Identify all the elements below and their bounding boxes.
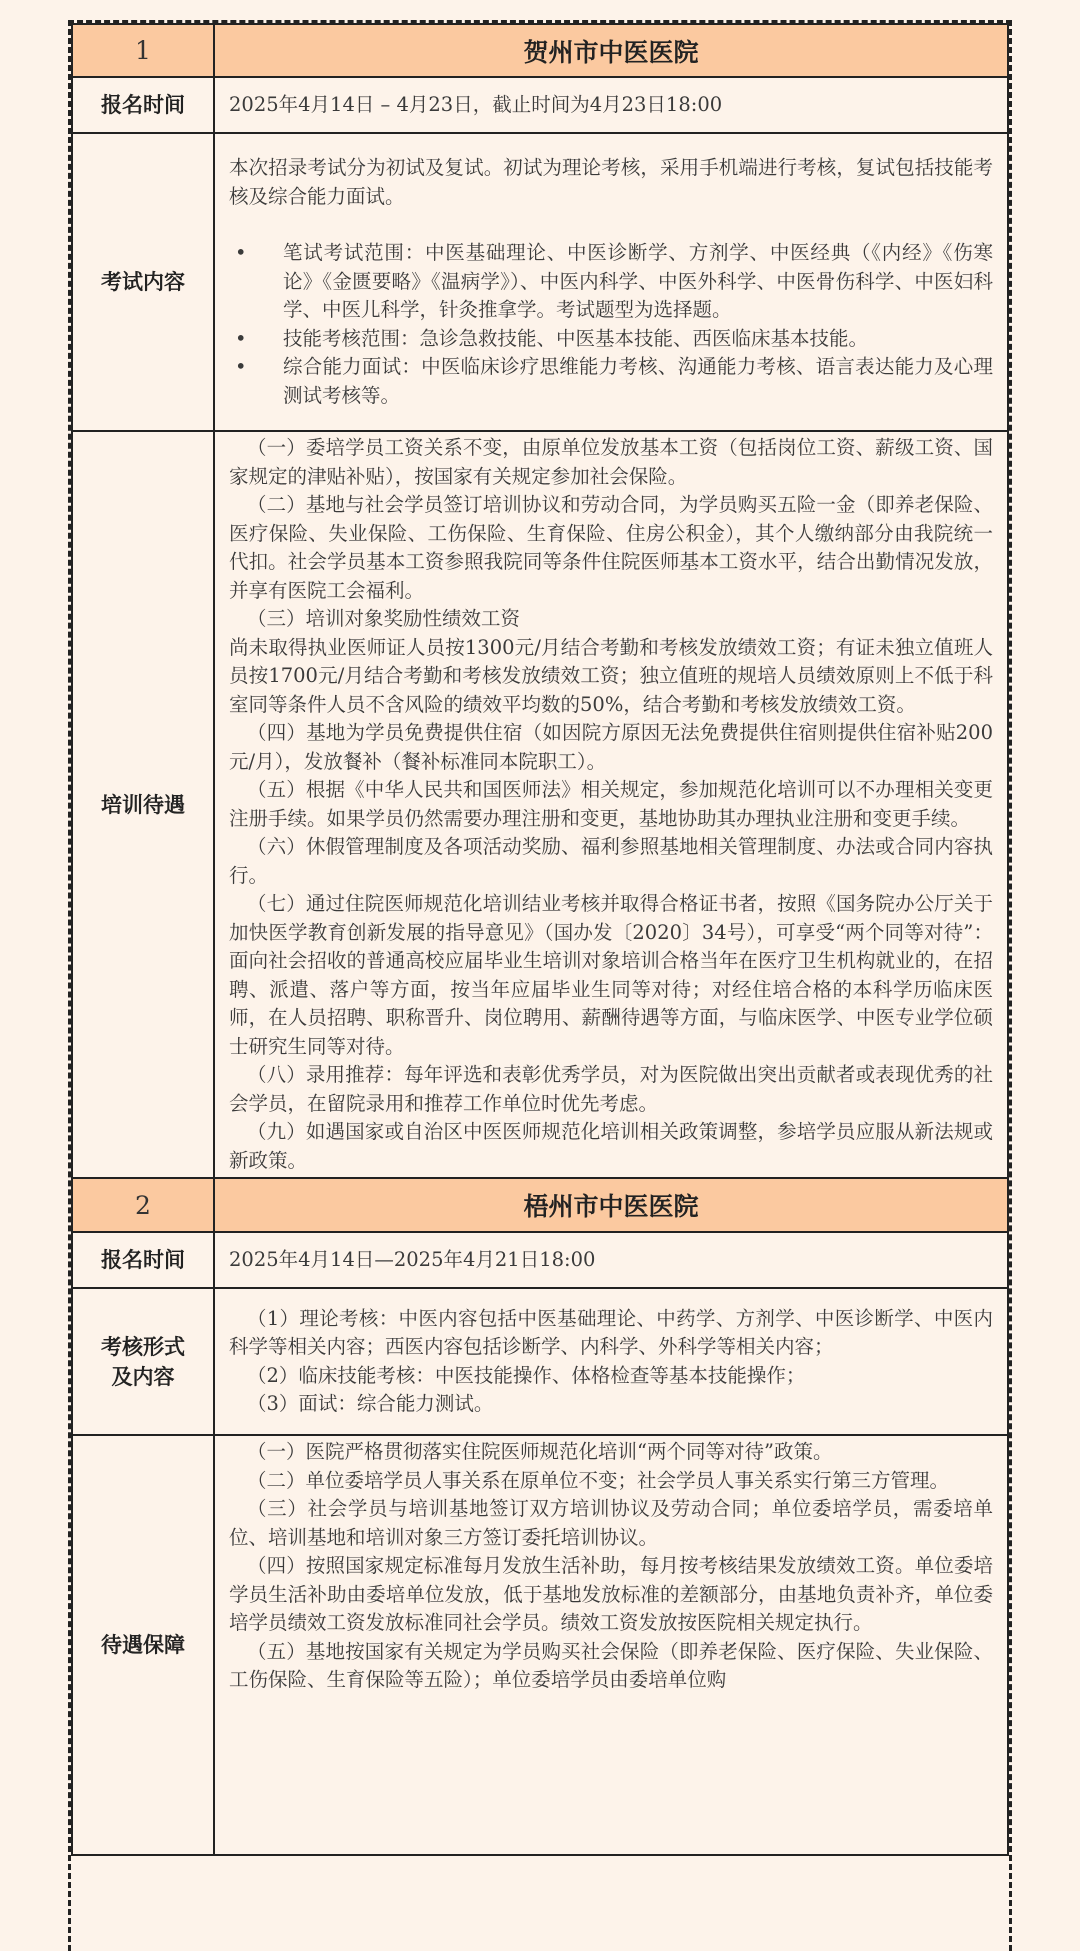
training-benefits-cell [214,431,1008,1178]
benefit-item: （二）单位委培学员人事关系在原单位不变；社会学员人事关系实行第三方管理。 [247,1468,950,1492]
benefit-item: （二）基地与社会学员签订培训协议和劳动合同，为学员购买五险一金（即养老保险、医疗保险、失业保险、工伤保险、生育保险、住房公积金），其个人缴纳部分由我院统一代扣。社会学员基本工资参照我院同等条件住院医师基本工资水平，结合出勤情况发放，并享有医院工会福利。 [229,493,993,602]
list-item: • 综合能力面试：中医临床诊疗思维能力考核、沟通能力考核、语言表达能力及心理测试考核等。 [235,355,993,407]
exam-bullet-list [229,239,993,410]
hospital-name: 梧州市中医医院 [214,1178,1008,1232]
benefit-item: （三）社会学员与培训基地签订双方培训协议及劳动合同；单位委培学员，需委培单位、培训基地和培训对象三方签订委托培训协议。 [229,1497,993,1549]
training-benefits-label: 培训待遇 [72,431,214,1178]
benefit-item: （四）基地为学员免费提供住宿（如因院方原因无法免费提供住宿则提供住宿补贴200元/月），发放餐补（餐补标准同本院职工）。 [229,721,993,773]
benefit-item: （五）基地按国家有关规定为学员购买社会保险（即养老保险、医疗保险、失业保险、工伤保险、生育保险等五险）；单位委培学员由委培单位购 [229,1639,993,1691]
exam-format-label: 考核形式 及内容 [72,1288,214,1435]
registration-time: 2025年4月14日 – 4月23日，截止时间为4月23日18:00 [214,77,1008,133]
hospital-name: 贺州市中医医院 [214,24,1008,77]
benefit-item: （九）如遇国家或自治区中医医师规范化培训相关政策调整，参培学员应服从新法规或新政策。 [229,1120,993,1172]
hospital-number: 2 [72,1178,214,1232]
exam-item: （2）临床技能考核：中医技能操作、体格检查等基本技能操作； [247,1363,806,1387]
benefit-item: （六）休假管理制度及各项活动奖励、福利参照基地相关管理制度、办法或合同内容执行。 [229,835,993,887]
list-item: • 技能考核范围：急诊急救技能、中医基本技能、西医临床基本技能。 [229,325,993,354]
hospital-header-row [72,24,1008,77]
exam-item: （3）面试：综合能力测试。 [247,1392,494,1415]
exam-intro: 本次招录考试分为初试及复试。初试为理论考核，采用手机端进行考核，复试包括技能考核及综合能力面试。 [229,156,993,208]
exam-format-cell [214,1288,1008,1435]
benefit-item: 尚未取得执业医师证人员按1300元/月结合考勤和考核发放绩效工资；有证未独立值班人员按1700元/月结合考勤和考核发放绩效工资；独立值班的规培人员绩效原则上不低于科室同等条件人员不含风险的绩效平均数的50%，结合考勤和考核发放绩效工资。 [229,635,993,716]
benefit-item: （七）通过住院医师规范化培训结业考核并取得合格证书者，按照《国务院办公厅关于加快医学教育创新发展的指导意见》（国办发〔2020〕34号），可享受“两个同等对待”：面向社会招收的普通高校应届毕业生培训对象培训合格当年在医疗卫生机构就业的，在招聘、派遣、落户等方面，按当年应届毕业生同等对待；对经住培合格的本科学历临床医师，在人员招聘、职称晋升、岗位聘用、薪酬待遇等方面，与临床医学、中医专业学位硕士研究生同等对待。 [229,892,993,1058]
bullet-icon: • [235,326,247,350]
benefit-item: （三）培训对象奖励性绩效工资 [247,607,521,630]
list-item: • 笔试考试范围：中医基础理论、中医诊断学、方剂学、中医经典（《内经》《伤寒论》《金匮要略》《温病学》）、中医内科学、中医外科学、中医骨伤科学、中医妇科学、中医儿科学，针灸推拿学。考试题型为选择题。 [235,241,993,321]
exam-content-label: 考试内容 [72,133,214,431]
hospital-number: 1 [72,24,214,77]
document-frame [68,20,1012,1951]
benefit-guarantee-row [72,1435,1008,1855]
registration-row [72,1232,1008,1288]
recruitment-table [71,23,1009,1856]
exam-format-row [72,1288,1008,1435]
benefit-item: （五）根据《中华人民共和国医师法》相关规定，参加规范化培训可以不办理相关变更注册手续。如果学员仍然需要办理注册和变更，基地协助其办理执业注册和变更手续。 [229,778,993,830]
benefit-item: （八）录用推荐：每年评选和表彰优秀学员，对为医院做出突出贡献者或表现优秀的社会学员，在留院录用和推荐工作单位时优先考虑。 [229,1063,993,1115]
exam-content-row [72,133,1008,431]
benefit-guarantee-label: 待遇保障 [72,1435,214,1855]
benefit-item: （一）医院严格贯彻落实住院医师规范化培训“两个同等对待”政策。 [247,1440,833,1463]
training-benefits-row [72,431,1008,1178]
benefit-item: （一）委培学员工资关系不变，由原单位发放基本工资（包括岗位工资、薪级工资、国家规定的津贴补贴），按国家有关规定参加社会保险。 [229,436,993,488]
exam-item: （1）理论考核：中医内容包括中医基础理论、中药学、方剂学、中医诊断学、中医内科学等相关内容；西医内容包括诊断学、内科学、外科学等相关内容； [229,1306,993,1358]
registration-time: 2025年4月14日—2025年4月21日18:00 [214,1232,1008,1288]
exam-content-cell [214,133,1008,431]
benefit-guarantee-cell [214,1435,1008,1855]
hospital-header-row [72,1178,1008,1232]
bullet-icon: • [235,355,247,378]
registration-label: 报名时间 [72,77,214,133]
bullet-icon: • [235,241,247,264]
benefit-item: （四）按照国家规定标准每月发放生活补助，每月按考核结果发放绩效工资。单位委培学员生活补助由委培单位发放，低于基地发放标准的差额部分，由基地负责补齐，单位委培学员绩效工资发放标准同社会学员。绩效工资发放按医院相关规定执行。 [229,1554,993,1634]
registration-label: 报名时间 [72,1232,214,1288]
registration-row [72,77,1008,133]
